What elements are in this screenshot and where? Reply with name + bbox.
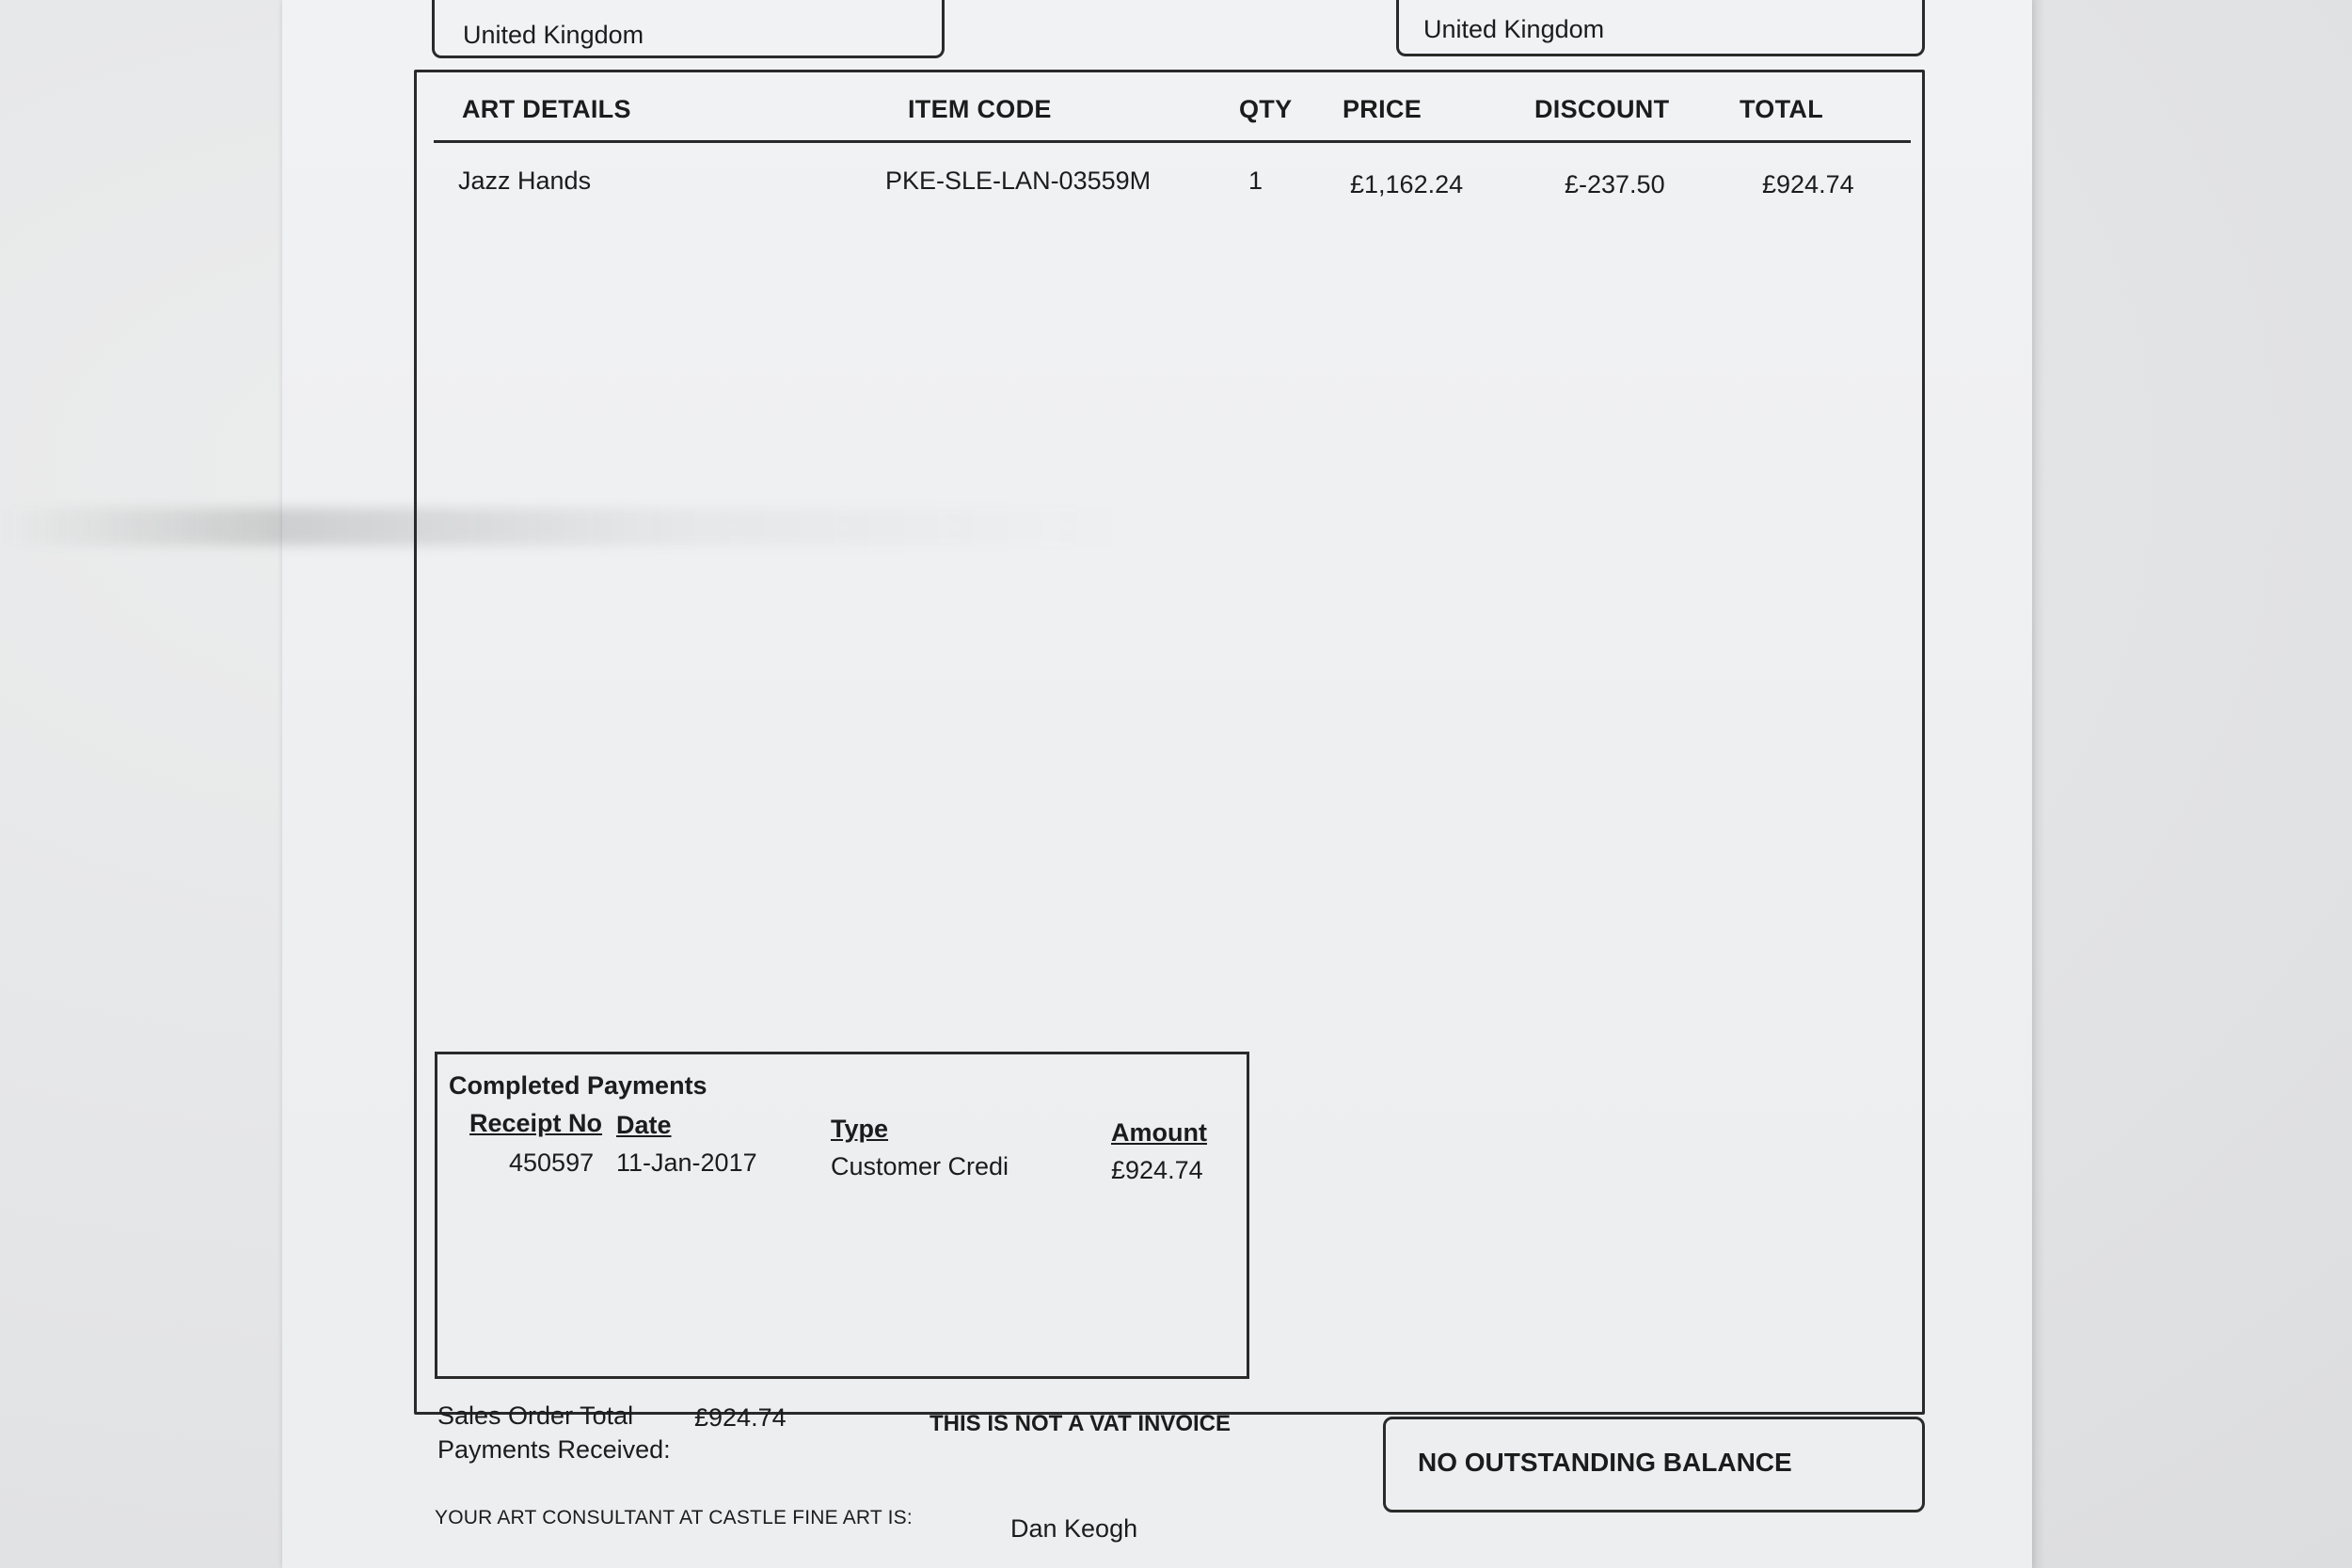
header-price: PRICE [1343,95,1422,123]
payment-date: 11-Jan-2017 [616,1148,757,1177]
row-qty: 1 [1248,166,1263,195]
header-art-details: ART DETAILS [462,95,631,123]
payment-amount: £924.74 [1111,1156,1203,1184]
payments-header-receipt-no: Receipt No [469,1109,603,1137]
row-item-code: PKE-SLE-LAN-03559M [885,166,1152,195]
header-item-code: ITEM CODE [908,95,1052,123]
vat-notice: THIS IS NOT A VAT INVOICE [930,1411,1232,1436]
payments-header-type: Type [831,1115,889,1143]
row-art-details: Jazz Hands [458,166,592,195]
header-qty: QTY [1239,95,1293,123]
payment-type: Customer Credi [831,1152,1009,1180]
payments-received-label: Payments Received: [437,1435,671,1464]
delivery-address-box [1396,0,1925,56]
paper-edge-shadow [2032,0,2045,1568]
items-table-header [434,72,1911,143]
header-total: TOTAL [1740,95,1823,123]
payment-receipt-no: 450597 [509,1148,595,1177]
balance-status-box [1383,1417,1925,1513]
sales-order-total-value: £924.74 [694,1403,787,1432]
completed-payments-box [435,1052,1249,1379]
balance-status: NO OUTSTANDING BALANCE [1418,1448,1792,1477]
row-price: £1,162.24 [1350,170,1464,198]
payments-header-amount: Amount [1111,1118,1207,1147]
consultant-label: YOUR ART CONSULTANT AT CASTLE FINE ART IS: [435,1507,913,1528]
consultant-name: Dan Keogh [1010,1514,1138,1543]
payments-header-date: Date [616,1111,672,1139]
row-total: £924.74 [1762,170,1854,198]
row-discount: £-237.50 [1565,170,1665,198]
billing-country: United Kingdom [463,21,644,49]
header-discount: DISCOUNT [1534,95,1670,123]
billing-address-box [432,0,945,58]
payments-title: Completed Payments [449,1071,707,1100]
sales-order-total-label: Sales Order Total [437,1402,634,1430]
delivery-country: United Kingdom [1423,15,1605,43]
